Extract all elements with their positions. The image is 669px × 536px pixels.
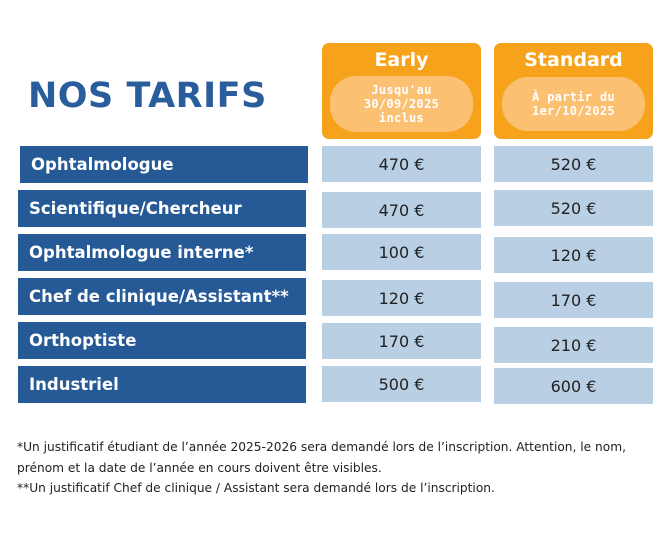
category-scientifique: Scientifique/Chercheur [18,190,306,227]
price-early-chef-de-clinique: 120 € [322,280,481,316]
footnotes [17,437,637,499]
price-standard-industriel: 600 € [494,368,653,404]
category-chef-de-clinique: Chef de clinique/Assistant** [18,278,306,315]
category-ophtalmologue-interne: Ophtalmologue interne* [18,234,306,271]
plan-condition-early: Jusqu'au 30/09/2025 inclus [330,76,473,132]
plan-condition-standard: À partir du 1er/10/2025 [502,77,645,131]
price-standard-scientifique: 520 € [494,190,653,226]
category-ophtalmologue: Ophtalmologue [20,146,308,183]
price-standard-orthoptiste: 210 € [494,327,653,363]
price-early-industriel: 500 € [322,366,481,402]
category-orthoptiste: Orthoptiste [18,322,306,359]
footnote-student: *Un justificatif étudiant de l’année 2025-2026 sera demandé lors de l’inscription. Attention, le nom, prénom et la date de l’année en cours doivent être visibles. [17,440,626,475]
price-standard-chef-de-clinique: 170 € [494,282,653,318]
footnote-chef-de-clinique: **Un justificatif Chef de clinique / Assistant sera demandé lors de l’inscription. [17,481,495,495]
price-standard-ophtalmologue-interne: 120 € [494,237,653,273]
price-early-scientifique: 470 € [322,192,481,228]
plan-name-standard: Standard [524,49,623,71]
plan-header-standard [494,43,653,139]
price-early-orthoptiste: 170 € [322,323,481,359]
price-standard-ophtalmologue: 520 € [494,146,653,182]
plan-name-early: Early [374,49,429,71]
page-title: NOS TARIFS [28,76,267,116]
price-early-ophtalmologue-interne: 100 € [322,234,481,270]
price-early-ophtalmologue: 470 € [322,146,481,182]
category-industriel: Industriel [18,366,306,403]
plan-header-early [322,43,481,139]
